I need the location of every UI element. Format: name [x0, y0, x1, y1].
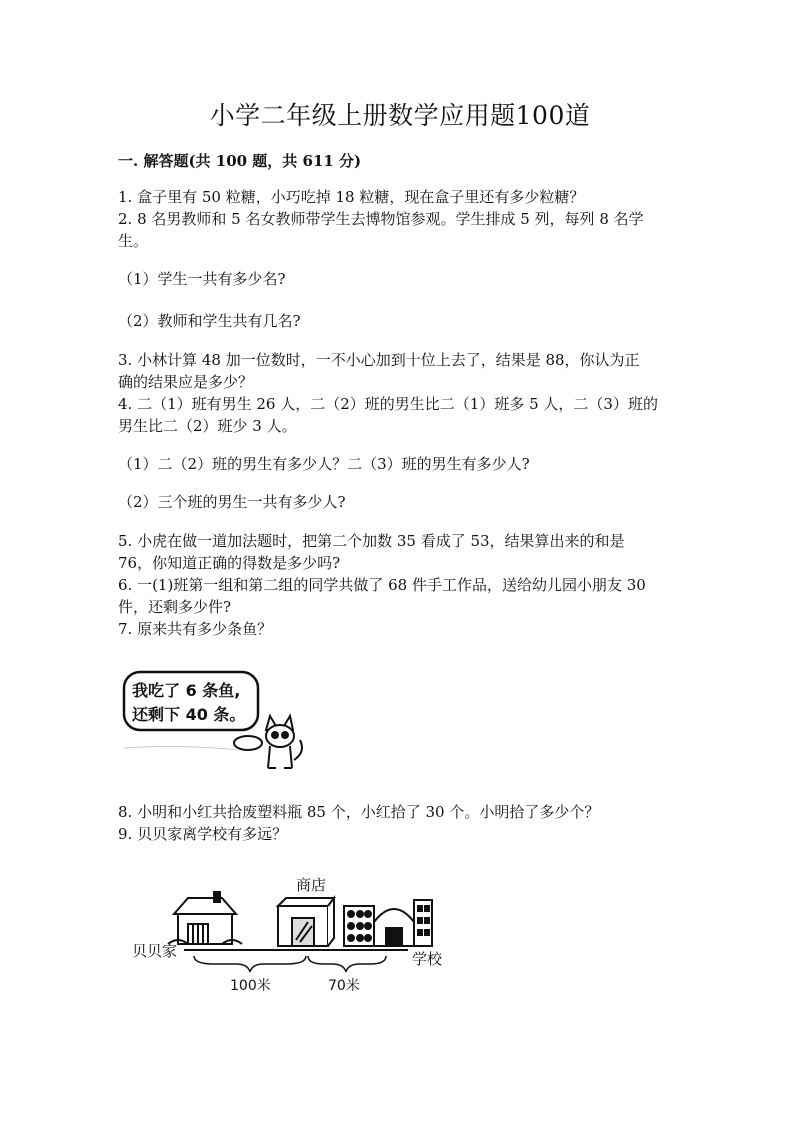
q2-sub2: （2）教师和学生共有几名? — [118, 312, 301, 330]
q1-text: 1. 盒子里有 50 粒糖，小巧吃掉 18 粒糖，现在盒子里还有多少粒糖？ — [118, 188, 585, 206]
thought-bubble — [234, 736, 262, 750]
q9-text: 9. 贝贝家离学校有多远？ — [118, 825, 288, 843]
distance-label-2: 70米 — [328, 978, 360, 994]
speech-line-2: 还剩下 40 条。 — [132, 705, 246, 724]
q2-text-cont: 生。 — [118, 232, 149, 250]
home-label: 贝贝家 — [132, 942, 178, 960]
section-heading: 一. 解答题(共 100 题，共 611 分) — [118, 152, 362, 170]
cat-icon — [266, 716, 302, 768]
house-icon — [168, 892, 242, 944]
faint-shadow-line — [124, 746, 238, 750]
q4-text-cont: 男生比二（2）班少 3 人。 — [118, 417, 297, 435]
page-title: 小学二年级上册数学应用题100道 — [209, 101, 591, 130]
q4-text: 4. 二（1）班有男生 26 人，二（2）班的男生比二（1）班多 5 人，二（3）班的 — [118, 395, 658, 413]
q3-text-cont: 确的结果应是多少？ — [118, 373, 254, 391]
q7-text: 7. 原来共有多少条鱼？ — [118, 620, 273, 638]
q8-text: 8. 小明和小红共拾废塑料瓶 85 个，小红拾了 30 个。小明拾了多少个？ — [118, 803, 600, 821]
distance-map-figure — [118, 870, 468, 1000]
q5-text-cont: 76，你知道正确的得数是多少吗? — [118, 554, 341, 572]
q4-sub1: （1）二（2）班的男生有多少人？二（3）班的男生有多少人? — [118, 455, 530, 473]
distance-brace-2 — [308, 956, 386, 972]
distance-label-1: 100米 — [230, 978, 271, 994]
school-icon — [344, 900, 432, 946]
q2-text: 2. 8 名男教师和 5 名女教师带学生去博物馆参观。学生排成 5 列，每列 8 名学 — [118, 210, 644, 228]
distance-brace-1 — [194, 956, 306, 972]
q2-sub1: （1）学生一共有多少名? — [118, 270, 286, 288]
shop-icon — [278, 898, 334, 946]
q6-text: 6. 一(1)班第一组和第二组的同学共做了 68 件手工作品，送给幼儿园小朋友 30 — [118, 576, 646, 594]
school-label: 学校 — [412, 950, 443, 968]
q4-sub2: （2）三个班的男生一共有多少人? — [118, 493, 346, 511]
q6-text-cont: 件，还剩多少件? — [118, 598, 232, 616]
cat-speech-figure — [118, 660, 328, 780]
q5-text: 5. 小虎在做一道加法题时，把第二个加数 35 看成了 53，结果算出来的和是 — [118, 532, 625, 550]
speech-line-1: 我吃了 6 条鱼, — [132, 681, 241, 700]
q3-text: 3. 小林计算 48 加一位数时，一不小心加到十位上去了，结果是 88，你认为正 — [118, 351, 640, 369]
shop-label: 商店 — [296, 876, 327, 894]
